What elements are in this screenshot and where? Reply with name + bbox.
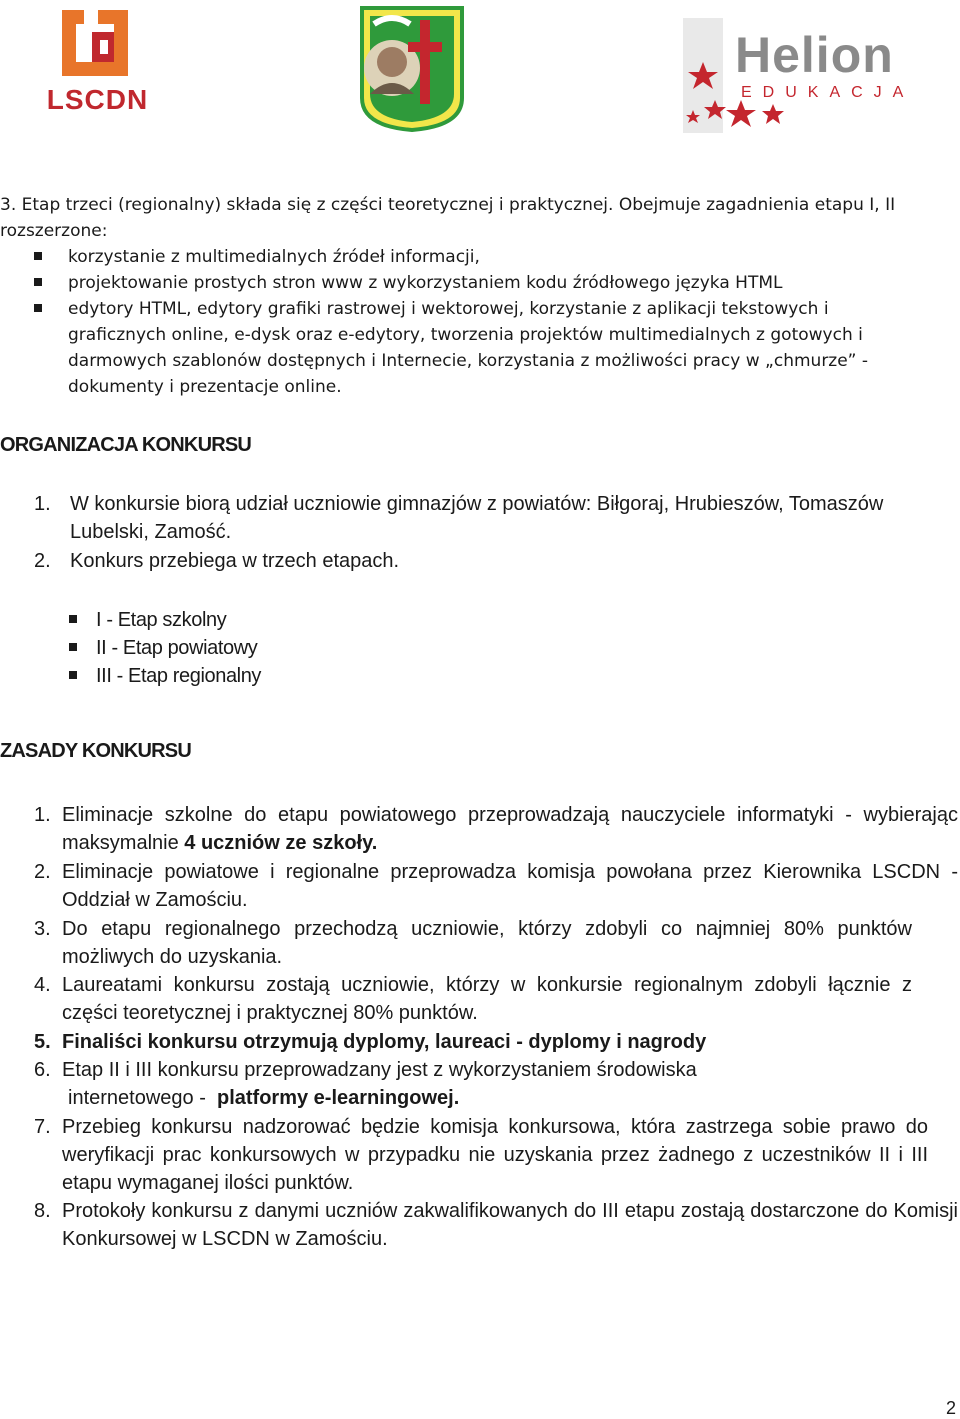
zasady-heading: ZASADY KONKURSU: [0, 740, 191, 762]
bullet-square-icon: [69, 643, 77, 651]
lscdn-logo: [40, 10, 155, 115]
list-item: projektowanie prostych stron www z wykorzystaniem kodu źródłowego języka HTML: [0, 270, 900, 296]
lscdn-logo-text: LSCDN: [46, 84, 149, 115]
lscdn-logo-mark: [62, 10, 128, 76]
list-item: korzystanie z multimedialnych źródeł informacji,: [0, 244, 900, 270]
section-3: [0, 192, 900, 400]
bullet-square-icon: [34, 278, 42, 286]
helion-logo: [683, 18, 915, 133]
school-logo: [356, 2, 468, 132]
section-3-intro: 3. Etap trzeci (regionalny) składa się z części teoretycznej i praktycznej. Obejmuje zagadnienia etapu I, II rozszerzone:: [0, 195, 896, 241]
list-item: edytory HTML, edytory grafiki rastrowej i wektorowej, korzystanie z aplikacji tekstowych i graficznych online, e-dysk oraz e-edytory, tworzenia projektów multimedialnych z gotowych i darmowych szablonów dostępnych i Internecie, korzystania z możliwości pracy w „chmurze” - dokumenty i prezentacje online.: [0, 296, 900, 400]
page-number: 2: [945, 1398, 956, 1418]
bullet-square-icon: [69, 615, 77, 623]
bullet-square-icon: [69, 671, 77, 679]
helion-logo-subtext: EDUKACJA: [741, 84, 915, 101]
section-3-list: [0, 244, 900, 400]
organizacja-heading: ORGANIZACJA KONKURSU: [0, 434, 252, 456]
bullet-square-icon: [34, 252, 42, 260]
bullet-square-icon: [34, 304, 42, 312]
helion-logo-text: Helion: [735, 27, 894, 83]
